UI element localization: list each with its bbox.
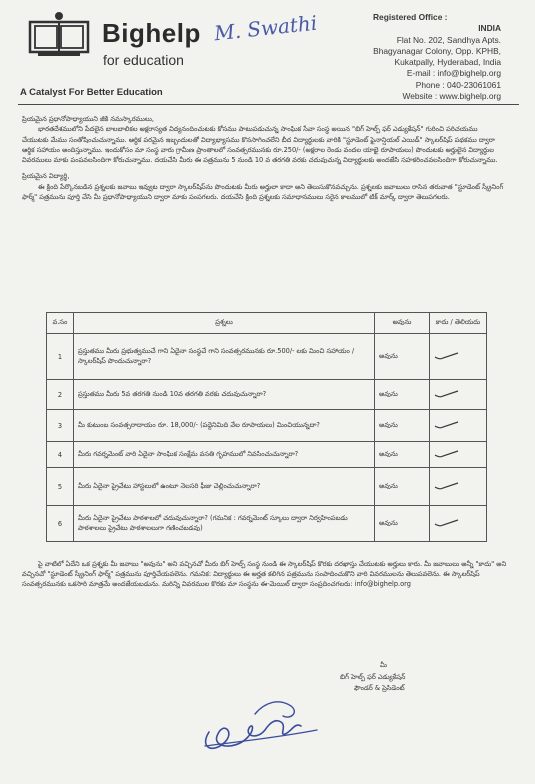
row-answer-yes: అవును (375, 380, 430, 410)
row-question: ప్రస్తుతము మీరు 5వ తరగతి నుండి 10వ తరగతి వరకు చదువుచున్నారా? (74, 380, 375, 410)
table-header-row (47, 313, 487, 334)
row-answer-yes: అవును (375, 410, 430, 442)
brand-name: Bighelp (102, 18, 201, 48)
table-row (47, 442, 487, 468)
bighelp-logo (24, 10, 94, 60)
questions-table (46, 312, 487, 542)
letter-body (22, 114, 506, 202)
row-answer-no[interactable] (430, 468, 487, 506)
row-answer-no[interactable] (430, 410, 487, 442)
closing-line: మీ (380, 661, 387, 669)
row-number: 2 (47, 380, 74, 410)
col-header-questions: ప్రశ్నలు (74, 313, 375, 334)
tick-mark-icon (434, 450, 460, 458)
row-answer-no[interactable] (430, 506, 487, 542)
row-number: 4 (47, 442, 74, 468)
row-question: ప్రస్తుతము మీరు ప్రభుత్వముచే గాని ఏదైనా సంస్థచే గాని సంవత్సరమునకు రూ.500/- లకు మించి సహాయం / స్కాలర్‌షిప్ పొందుచున్నారా? (74, 334, 375, 380)
row-answer-no[interactable] (430, 380, 487, 410)
header-divider (18, 104, 519, 105)
col-header-yes: అవును (375, 313, 430, 334)
tick-mark-icon (434, 421, 460, 429)
registered-office-address (311, 12, 501, 102)
tagline: A Catalyst For Better Education (20, 87, 163, 98)
row-question: మీరు ఏదైనా ప్రైవేటు హాస్టలులో ఉంటూ నెలసరి ఫీజు చెల్లించుచున్నారా? (74, 468, 375, 506)
closing-organization: బిగ్ హెల్ప్ ఫర్ ఎడ్యుకేషన్ (340, 672, 406, 681)
tick-mark-icon (434, 482, 460, 490)
row-number: 1 (47, 334, 74, 380)
row-question: మీ కుటుంబ సంవత్సరాదాయం రూ. 18,000/- (పద్దెనిమిది వేల రూపాయలు) మించియున్నదా? (74, 410, 375, 442)
address-email: E-mail : info@bighelp.org (406, 68, 501, 79)
row-answer-yes: అవును (375, 506, 430, 542)
handwritten-signature (195, 692, 325, 754)
table-row (47, 334, 487, 380)
address-website: Website : www.bighelp.org (402, 91, 501, 102)
row-answer-yes: అవును (375, 442, 430, 468)
row-answer-no[interactable] (430, 334, 487, 380)
row-number: 6 (47, 506, 74, 542)
closing-title: ఫౌండర్ & ప్రెసిడెంట్ (354, 684, 405, 692)
address-line: Kukatpally, Hyderabad, India (394, 57, 501, 68)
row-number: 3 (47, 410, 74, 442)
brand-subtitle: for education (103, 52, 184, 68)
table-row (47, 380, 487, 410)
handwritten-name: M. Swathi (213, 10, 319, 46)
tick-mark-icon (434, 352, 460, 360)
col-header-no: కాదు / తెలియదు (430, 313, 487, 334)
greeting-student: ప్రియమైన విద్యార్థి, (22, 172, 70, 181)
address-heading: Registered Office : (373, 12, 448, 22)
greeting-principal: ప్రియమైన ప్రధానోపాధ్యాయుని జీకి నమస్కారములు, (22, 115, 154, 123)
row-answer-yes: అవును (375, 334, 430, 380)
row-answer-no[interactable] (430, 442, 487, 468)
table-row (47, 506, 487, 542)
row-number: 5 (47, 468, 74, 506)
row-question: మీరు ఏదైనా ప్రైవేటు పాఠశాలలో చదువుచున్నారా? (గమనిక : గవర్నమెంట్ స్కూలు ద్వారా నిర్వహింపబడు పాఠశాలలు ప్రైవేటు పాఠశాలలుగా గణించబడవు) (74, 506, 375, 542)
eligibility-paragraph: పై వాటిలో ఏదేని ఒక ప్రశ్నకు మీ జవాబు "అవును" అని వచ్చినచో మీరు బిగ్ హెల్ప్ సంస్థ నుండి ఈ స్కాలర్‌షిప్ కొరకు దరఖాస్తు చేయుటకు అర్హులు కారు. మీ జవాబులు అన్నీ "కాదు" అని వచ్చినచో "స్టూడెంట్ స్క్రీనింగ్ ఫార్మ్" పత్రమును పూర్తిచేయవలెను. గమనిక: విద్యార్థులు ఈ అర్హత కలిగిన పత్రమును సంపాదించుకొని వారి వివరములను తెలుపవలెను. ఈ స్కాలర్‌షిప్ సంవత్సరమునకు ఒకసారి మాత్రమే అందజేయబడును. మరిన్ని వివరముల కొరకు మా సంస్థను ఈ-మెయిల్ ద్వారా సంప్రదించగలరు: info@bighelp.org (22, 559, 507, 588)
closing-block (340, 660, 405, 695)
instructions-paragraph: ఈ క్రింది పేర్కొనబడిన ప్రశ్నలకు జవాబు ఇవ్వుట ద్వారా స్కాలర్‌షిప్‌ను పొందుటకు మీరు అర్హులా కాదా అని తెలుసుకొనవచ్చును. ప్రశ్నలకు జవాబులు రాసిన తరువాత "స్టూడెంట్ స్క్రీనింగ్ ఫార్మ్" పత్రమును పూర్తి చేసి మీ ప్రధానోపాధ్యాయుని ద్వారా మాకు పంపగలరు. దయచేసి క్రింది ప్రశ్నలకు సమాధానములు సరైన కాలములో టిక్ మార్క్ ద్వారా తెలుపగలరు. (22, 182, 504, 202)
col-header-number: వ.సం (47, 313, 74, 334)
table-row (47, 410, 487, 442)
intro-paragraph: భారతదేశములోని పేదలైన బాలబాలికల అక్షరాస్యత విద్యనందించుటకు కోసము పాటుపడుచున్న సాంఘిక సేవా సంస్థ అయిన "బిగ్ హెల్ప్ ఫర్ ఎడ్యుకేషన్" గురించి పరిచయము చేయుటకు మేము సంతోషించుచున్నాము. ఆర్థిక పరమైన ఇబ్బందులతో విద్యాభ్యాసము కొనసాగించలేని బీద విద్యార్థులకు వారికి "స్టూడెంట్ ఫైనాన్షియల్ ఎయిడ్" స్కాలర్‌షిప్ పథకము ద్వారా ఆర్థిక సహాయం అందిస్తున్నాము. ఇందుకోసం మా సంస్థ వారు గ్రామీణ ప్రాంతాలలో సంవత్సరమునకు రూ.250/- (అక్షరాల రెండు వందల యాభై రూపాయలు) పొందుటకు అర్హులైన విద్యార్థుల వివరములు మాకు పంపవలసిందిగా కోరుచున్నాము. దయచేసి మీరు ఈ పత్రమును 5 నుండి 10 వ తరగతి వరకు చదువుచున్న విద్యార్థులకు అందజేసి సహకరించవలసిందిగా కోరుచున్నాము. (22, 125, 498, 165)
row-question: మీరు గవర్నమెంట్ వారి ఏదైనా సాంఘిక సంక్షేమ వసతి గృహములో నివసించుచున్నారా? (74, 442, 375, 468)
tick-mark-icon (434, 519, 460, 527)
address-country: INDIA (478, 23, 501, 34)
row-answer-yes: అవును (375, 468, 430, 506)
address-line: Flat No. 202, Sandhya Apts. (396, 34, 501, 45)
tick-mark-icon (434, 390, 460, 398)
eligibility-note (22, 552, 508, 596)
address-line: Bhagyanagar Colony, Opp. KPHB, (373, 45, 501, 56)
address-phone: Phone : 040-23061061 (415, 79, 501, 90)
table-row (47, 468, 487, 506)
